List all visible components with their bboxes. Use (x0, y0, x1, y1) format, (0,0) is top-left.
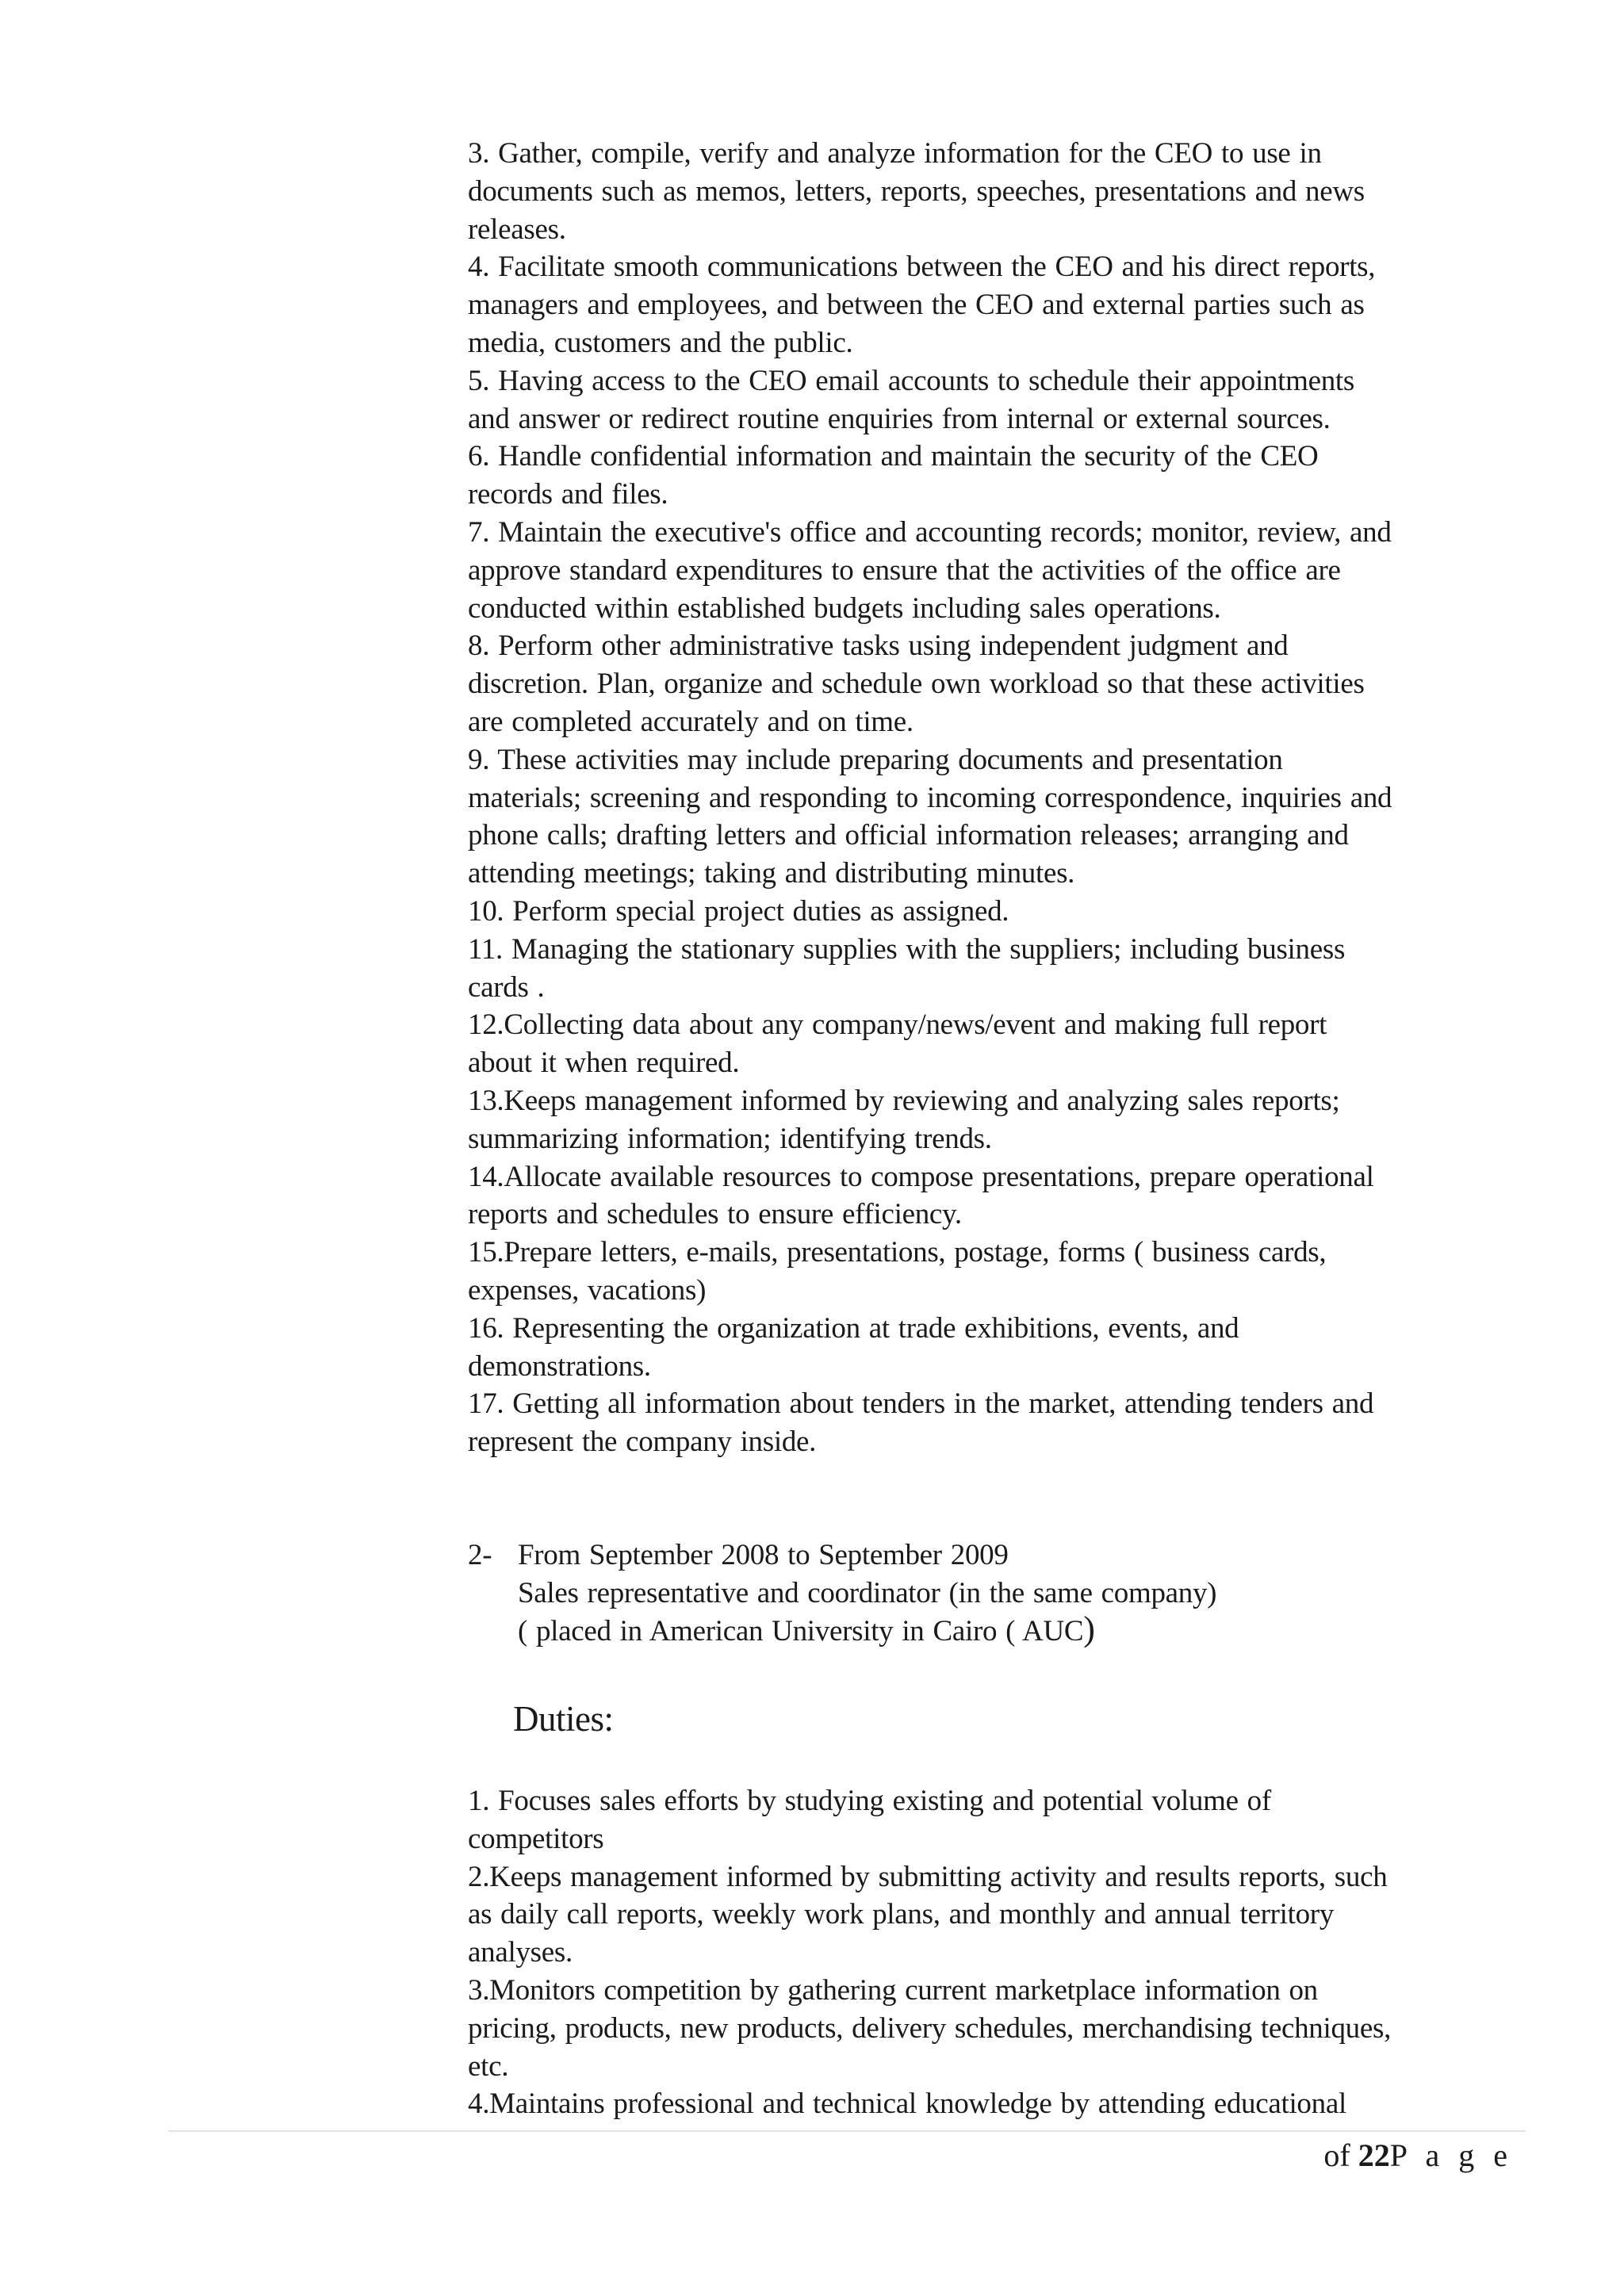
job-number: 2- (468, 1539, 492, 1571)
footer-prefix: of (1323, 2137, 1358, 2173)
text-line: approve standard expenditures to ensure that the activities of the office are (468, 553, 1341, 587)
text-line: 8. Perform other administrative tasks using independent judgment and (468, 629, 1289, 663)
text-line: 10. Perform special project duties as assigned. (468, 894, 1009, 928)
text-line: cards . (468, 970, 545, 1004)
text-line: documents such as memos, letters, reports, speeches, presentations and news (468, 174, 1365, 208)
text-line: conducted within established budgets including sales operations. (468, 591, 1221, 625)
job-placement (468, 1609, 1546, 1651)
job-placement-text: ( placed in American University in Cairo ( AUC (518, 1614, 1084, 1647)
page-footer (1323, 2136, 1513, 2175)
job-period: From September 2008 to September 2009 (518, 1539, 1009, 1571)
duties-heading: Duties: (513, 1699, 614, 1739)
text-line: 4.Maintains professional and technical knowledge by attending educational (468, 2087, 1346, 2121)
text-line: competitors (468, 1822, 604, 1855)
text-line: represent the company inside. (468, 1425, 817, 1459)
text-line: discretion. Plan, organize and schedule own workload so that these activities (468, 668, 1365, 701)
text-line: as daily call reports, weekly work plans, and monthly and annual territory (468, 1898, 1335, 1931)
text-line: 3.Monitors competition by gathering current marketplace information on (468, 1973, 1318, 2007)
text-line: 17. Getting all information about tenders in the market, attending tenders and (468, 1387, 1374, 1421)
page-label: P a g e (1389, 2137, 1513, 2173)
job-role: Sales representative and coordinator (in the same company) (518, 1576, 1217, 1609)
text-line: 6. Handle confidential information and maintain the security of the CEO (468, 440, 1319, 473)
job-entry (468, 1536, 1546, 1650)
text-line: records and files. (468, 478, 668, 511)
text-line: managers and employees, and between the CEO and external parties such as (468, 289, 1365, 322)
text-line: 16. Representing the organization at trade exhibitions, events, and (468, 1311, 1239, 1345)
text-line: expenses, vacations) (468, 1273, 707, 1307)
page-number: 22 (1358, 2137, 1390, 2173)
duties-list-continued (468, 135, 1546, 1461)
text-line: 1. Focuses sales efforts by studying existing and potential volume of (468, 1785, 1271, 1817)
text-line: 3. Gather, compile, verify and analyze information for the CEO to use in (468, 137, 1322, 170)
text-line: 14.Allocate available resources to compose presentations, prepare operational (468, 1160, 1374, 1193)
text-line: and answer or redirect routine enquiries from internal or external sources. (468, 402, 1331, 435)
text-line: 2.Keeps management informed by submitting activity and results reports, such (468, 1860, 1388, 1893)
text-line: materials; screening and responding to incoming correspondence, inquiries and (468, 781, 1392, 814)
text-line: releases. (468, 212, 566, 246)
text-line: reports and schedules to ensure efficiency. (468, 1198, 962, 1231)
text-line: about it when required. (468, 1047, 740, 1080)
text-line: pricing, products, new products, delivery schedules, merchandising techniques, (468, 2011, 1392, 2045)
text-line: demonstrations. (468, 1349, 651, 1383)
duties-list (468, 1782, 1546, 2123)
text-line: analyses. (468, 1936, 573, 1969)
text-line: 12.Collecting data about any company/news/event and making full report (468, 1008, 1327, 1042)
text-line: media, customers and the public. (468, 326, 853, 359)
text-line: 15.Prepare letters, e-mails, presentations, postage, forms ( business cards, (468, 1236, 1327, 1269)
text-line: etc. (468, 2049, 509, 2083)
job-placement-close: ) (1083, 1609, 1095, 1648)
job-heading (468, 1536, 1546, 1575)
text-line: attending meetings; taking and distributing minutes. (468, 857, 1075, 890)
text-line: phone calls; drafting letters and official information releases; arranging and (468, 819, 1349, 852)
text-line: are completed accurately and on time. (468, 705, 914, 738)
text-line: 9. These activities may include preparing documents and presentation (468, 743, 1283, 776)
text-line: 13.Keeps management informed by reviewing and analyzing sales reports; (468, 1084, 1340, 1117)
text-line: 7. Maintain the executive's office and accounting records; monitor, review, and (468, 515, 1392, 549)
text-line: 5. Having access to the CEO email accounts to schedule their appointments (468, 364, 1355, 397)
text-line: 11. Managing the stationary supplies with the suppliers; including business (468, 932, 1346, 966)
text-line: 4. Facilitate smooth communications between the CEO and his direct reports, (468, 251, 1376, 284)
footer-divider (168, 2130, 1526, 2132)
text-line: summarizing information; identifying trends. (468, 1122, 992, 1155)
